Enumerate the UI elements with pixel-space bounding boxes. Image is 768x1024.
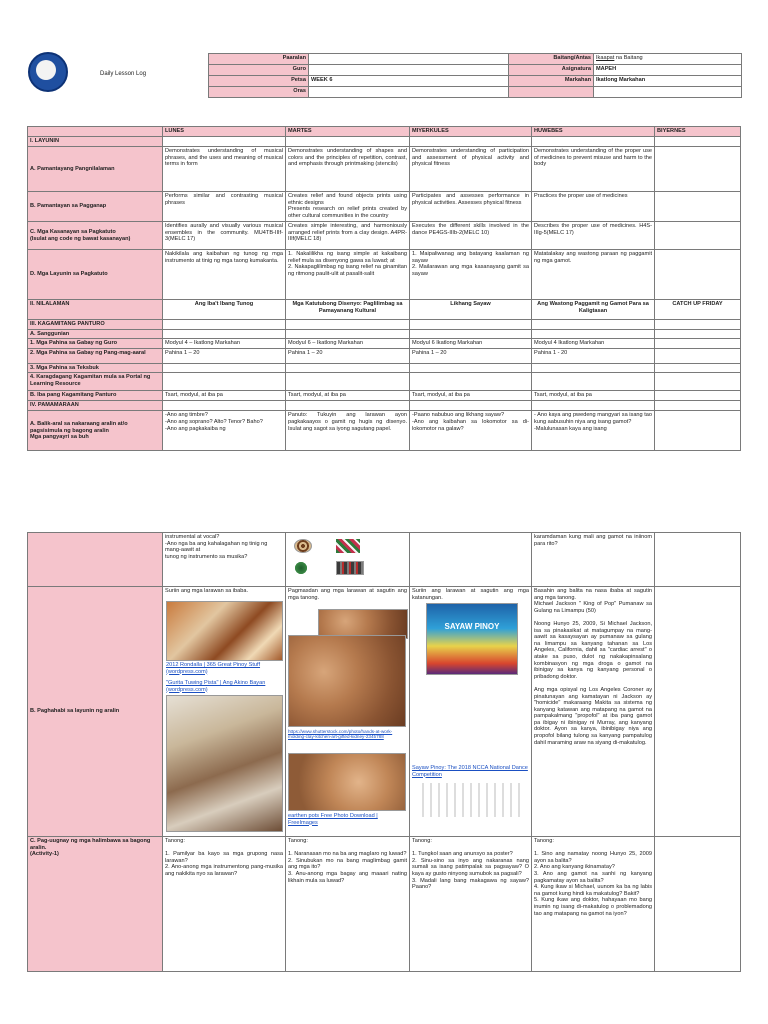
table-row xyxy=(28,587,741,837)
cell-huwebes: Modyul 4 Ikatlong Markahan xyxy=(532,339,655,349)
cell-martes xyxy=(286,137,410,147)
table-row xyxy=(28,837,741,972)
cell-lunes: Nakikilala ang kaibahan ng tunog ng mga instrumento at tinig ng mga taong kumakanta. xyxy=(163,250,286,300)
header-value: Ikatlong Markahan xyxy=(594,76,742,87)
table-row xyxy=(28,363,741,373)
cell-miyerkules xyxy=(410,320,532,330)
lesson-table-page1 xyxy=(27,126,741,451)
cell-lunes xyxy=(163,587,286,837)
cell-lunes: Ang Iba't Ibang Tunog xyxy=(163,300,286,320)
cell-martes xyxy=(286,587,410,837)
cell-biyernes xyxy=(655,250,741,300)
cell-miyerkules: Pahina 1 – 20 xyxy=(410,348,532,363)
cell-biyernes xyxy=(655,147,741,192)
header-value xyxy=(309,87,509,98)
cell-huwebes: Practices the proper use of medicines xyxy=(532,192,655,222)
cell-lunes xyxy=(163,329,286,339)
table-row xyxy=(28,300,741,320)
row-label: III. KAGAMITANG PANTURO xyxy=(28,320,163,330)
cell-martes xyxy=(286,401,410,411)
cell-martes: Demonstrates understanding of shapes and colors and the principles of repetition, contrast, and emphasis through printmaking (stencils) xyxy=(286,147,410,192)
table-row xyxy=(28,147,741,192)
sayaw-pinoy-poster xyxy=(426,603,518,675)
cell-martes: Tanong: 1. Naranasan mo na ba ang magIaro ng luwad? 2. Sinubukan mo na bang magIimbag gamit ang mga ito? 3. Anu-anong mga bagay ang maaari nating likhain mula sa luwad? xyxy=(286,837,410,972)
cell-biyernes xyxy=(655,401,741,411)
cell-miyerkules xyxy=(410,373,532,391)
cell-lunes: instrumental at vocal? -Ano nga ba ang kahalagahan ng tinig ng mang-aawit at tunog ng instrumento sa musika? xyxy=(163,533,286,587)
cell-martes: Panuto: Tukuyin ang larawan ayon pagkakaayos o gamit ng hugis ng disenyo. Isulat ang sagot sa iyong sagutang papel. xyxy=(286,411,410,451)
cell-lunes: Performs similar and contrasting musical phrases xyxy=(163,192,286,222)
cell-biyernes xyxy=(655,533,741,587)
cell-miyerkules xyxy=(410,363,532,373)
cell-lunes: Tanong: 1. Pamilyar ba kayo sa mga grupong nasa larawan? 2. Ano-anong mga instrumentong pang-musika ang nakikita nyo sa larawan? xyxy=(163,837,286,972)
cell-biyernes xyxy=(655,320,741,330)
cell-huwebes: Basahin ang balita na nasa ibaba at sagutin ang mga tanong. Michael Jackson " King of Pop" Pumanaw sa Gulang na Limampu (50) Noong Hunyo 25, 2009, Si Michael Jackson, isa sa pinakasikat at matagumpay na mang-aawit sa kasaysayan ay pumanaw sa gulang na limampu sa kanyang tahanan sa Los Angeles, California, dahil sa "cardiac arrest" o atake sa puso, dulot ng nakakapinsalang kombinasyon ng mga droga o gamot na ibinigay sa kanya ng kanyang personal o pribadong doktor. Ang mga opisyal ng Los Angeles Coroner ay pinatunayan ang kamatayan ni Jackson ay "homicide" makaraang Makita sa sistema ng kanyang katawan ang matapang na gamot na pampakalmang "propofol" at iba pang gamot pa ibigay ni ibinigay ni Murray, ang kanyang doktor. Ayon sa kanya, ibinibigay niya ang propofol bilang tulong sa kanyang pampatulog dahil maraming araw na siyang di-makatulog. xyxy=(532,587,655,837)
cell-lunes: Demonstrates understanding of musical phrases, and the uses and meaning of musical terms in form xyxy=(163,147,286,192)
table-row xyxy=(28,329,741,339)
cell-lunes xyxy=(163,320,286,330)
row-label: C. Mga Kasanayan sa Pagkatuto (Isulat ang code ng bawat kasanayan) xyxy=(28,222,163,250)
cell-huwebes: karamdaman kung mali ang gamot na iniinom para rito? xyxy=(532,533,655,587)
cell-martes xyxy=(286,373,410,391)
table-row xyxy=(28,348,741,363)
photo-link[interactable]: "Gurita Tuwing Pista" | Ang Akino Bayan (wordpress.com) xyxy=(166,680,266,693)
cell-huwebes: Describes the proper use of medicines. H4S-IIIg-5(MELC 17) xyxy=(532,222,655,250)
photo-link[interactable]: earthen pots Free Photo Download | FreeImages xyxy=(288,813,378,826)
header-label: Petsa xyxy=(209,76,309,87)
row-label: B. Iba pang Kagamitang Panturo xyxy=(28,391,163,401)
cell-miyerkules xyxy=(410,587,532,837)
cell-miyerkules xyxy=(410,401,532,411)
header-label: Oras xyxy=(209,87,309,98)
poster-title: SAYAW PINOY xyxy=(444,622,500,631)
table-row xyxy=(28,373,741,391)
cell-miyerkules: Tsart, modyul, at iba pa xyxy=(410,391,532,401)
row-label: 1. Mga Pahina sa Gabay ng Guro xyxy=(28,339,163,349)
table-row xyxy=(28,320,741,330)
cell-biyernes: CATCH UP FRIDAY xyxy=(655,300,741,320)
cell-miyerkules: Modyul 6 Ikatlong Markahan xyxy=(410,339,532,349)
header-label: Guro xyxy=(209,65,309,76)
header-value xyxy=(309,54,509,65)
cell-martes xyxy=(286,533,410,587)
cell-lunes xyxy=(163,363,286,373)
header-value xyxy=(309,65,509,76)
cell-lunes: Identifies aurally and visually various musical ensembles in the community. MU4TB-IIIf-3(MELC 17) xyxy=(163,222,286,250)
table-row xyxy=(28,391,741,401)
cell-martes: 1. Nakalilikha ng isang simple at kakaibang relief mula sa disenyong gawa sa luwad; at 2. Nakapaglilimbag ng isang relief na ginamitan ng ritmong paulit-ulit at pasalit-salit xyxy=(286,250,410,300)
row-label xyxy=(28,533,163,587)
cell-biyernes xyxy=(655,348,741,363)
row-label: B. Paghahabi sa layunin ng aralin xyxy=(28,587,163,837)
cell-biyernes xyxy=(655,363,741,373)
cell-miyerkules xyxy=(410,137,532,147)
cell-martes: Pahina 1 – 20 xyxy=(286,348,410,363)
header-label: Asignatura xyxy=(509,65,594,76)
row-label: 4. Karagdagang Kagamitan mula sa Portal ng Learning Resource xyxy=(28,373,163,391)
cell-miyerkules: Likhang Sayaw xyxy=(410,300,532,320)
rondalla-photo xyxy=(166,601,283,661)
cell-miyerkules xyxy=(410,329,532,339)
cell-biyernes xyxy=(655,373,741,391)
cell-miyerkules xyxy=(410,533,532,587)
cell-martes xyxy=(286,329,410,339)
header-label: Paaralan xyxy=(209,54,309,65)
cell-lunes: Tsart, modyul, at iba pa xyxy=(163,391,286,401)
cell-biyernes xyxy=(655,411,741,451)
cell-lunes: -Ano ang timbre? -Ano ang soprano? Alto? Tenor? Baho? -Ano ang pagkakaiba ng xyxy=(163,411,286,451)
row-label: 3. Mga Pahina sa Teksbuk xyxy=(28,363,163,373)
doc-title: Daily Lesson Log xyxy=(100,71,147,77)
cell-lunes: Pahina 1 – 20 xyxy=(163,348,286,363)
cell-biyernes xyxy=(655,391,741,401)
cell-lunes xyxy=(163,401,286,411)
table-row xyxy=(28,137,741,147)
cell-miyerkules: Demonstrates understanding of participation and assessment of physical activity and physical fitness xyxy=(410,147,532,192)
table-row xyxy=(28,250,741,300)
cell-huwebes xyxy=(532,320,655,330)
row-label: A. Sanggunian xyxy=(28,329,163,339)
grade-value: Ikaapat na Baitang xyxy=(594,54,742,65)
cell-biyernes xyxy=(655,587,741,837)
design-image xyxy=(294,561,308,575)
day-header: BIYERNES xyxy=(655,127,741,137)
cell-huwebes: Matatalakay ang wastong paraan ng paggamit ng mga gamot. xyxy=(532,250,655,300)
table-row xyxy=(28,192,741,222)
cell-huwebes xyxy=(532,137,655,147)
header-label xyxy=(509,87,594,98)
table-row xyxy=(28,339,741,349)
cell-martes: Tsart, modyul, at iba pa xyxy=(286,391,410,401)
header-label: Markahan xyxy=(509,76,594,87)
row-label: C. Pag-uugnay ng mga halimbawa sa bagong aralin. (Activity-1) xyxy=(28,837,163,972)
design-image xyxy=(336,539,360,553)
row-label: A. Pamantayang Pangnilalaman xyxy=(28,147,163,192)
cell-huwebes: Tsart, modyul, at iba pa xyxy=(532,391,655,401)
cell-biyernes xyxy=(655,837,741,972)
cell-miyerkules: Tanong: 1. Tungkol saan ang anunsyo sa poster? 2. Sinu-sino sa inyo ang nakaranas nang sumali sa isang patimpalak sa pagsayaw? O kaya ay gusto ninyong sumubok sa pagsali? 3. Madali lang bang makagawa ng sayaw? Paano? xyxy=(410,837,532,972)
cell-biyernes xyxy=(655,192,741,222)
lesson-table-page2 xyxy=(27,532,741,972)
cell-lunes: Modyul 4 – Ikatlong Markahan xyxy=(163,339,286,349)
row-label: II. NILALAMAN xyxy=(28,300,163,320)
day-header: LUNES xyxy=(163,127,286,137)
row-label: A. Balik-aral sa nakaraang aralin at/o pagsisimula ng bagong aralin Mga pangyayri sa buh xyxy=(28,411,163,451)
header-value: WEEK 6 xyxy=(309,76,509,87)
header-value xyxy=(594,87,742,98)
cell-miyerkules: -Paano nabubuo ang likhang sayaw? -Ano ang kaibahan sa lokomotor sa di-lokomotor na galaw? xyxy=(410,411,532,451)
cell-miyerkules: Executes the different skills involved in the dance PE4GS-IIIb-2(MELC 10) xyxy=(410,222,532,250)
cell-martes: Modyul 6 – Ikatlong Markahan xyxy=(286,339,410,349)
cell-martes xyxy=(286,320,410,330)
cell-huwebes: Demonstrates understanding of the proper use of medicines to prevent misuse and harm to the body xyxy=(532,147,655,192)
cell-huwebes xyxy=(532,329,655,339)
cell-intro: Suriin ang mga larawan sa ibaba. xyxy=(165,588,249,594)
day-header: MIYERKULES xyxy=(410,127,532,137)
cell-biyernes xyxy=(655,329,741,339)
day-header-row xyxy=(28,127,741,137)
table-row xyxy=(28,411,741,451)
clay-photo xyxy=(288,635,406,727)
row-label: 2. Mga Pahina sa Gabay ng Pang-mag-aaral xyxy=(28,348,163,363)
cell-biyernes xyxy=(655,137,741,147)
table-row xyxy=(28,222,741,250)
cell-martes xyxy=(286,363,410,373)
row-label: IV. PAMAMARAAN xyxy=(28,401,163,411)
cell-huwebes: - Ano kaya ang pwedeng mangyari sa isang tao kung aabusuhin niya ang isang gamot? -Malulunasan kaya ang isang xyxy=(532,411,655,451)
cell-huwebes xyxy=(532,373,655,391)
cell-miyerkules: 1. Maipaliwanag ang batayang kaalaman ng sayaw 2. Mailarawan ang mga kasanayang gamit sa sayaw xyxy=(410,250,532,300)
photo-link[interactable]: Sayaw Pinoy: The 2018 NCCA National Dance Competition xyxy=(412,765,528,778)
day-header-blank xyxy=(28,127,163,137)
header-label: Baitang/Antas xyxy=(509,54,594,65)
festival-photo xyxy=(166,695,283,832)
cell-huwebes xyxy=(532,401,655,411)
day-header: HUWEBES xyxy=(532,127,655,137)
deped-seal xyxy=(28,52,68,92)
photo-link[interactable]: 2012 Rondalla | 365 Great Pinoy Stuff (wordpress.com) xyxy=(166,662,261,675)
cell-martes: Mga Katutubong Disenyo: Paglilimbag sa Pamayanang Kultural xyxy=(286,300,410,320)
cell-intro: Suriin ang larawan at sagutin ang mga katanungan. xyxy=(412,588,529,601)
earthen-pots-photo xyxy=(288,753,406,811)
table-row xyxy=(28,533,741,587)
header-table xyxy=(208,53,742,98)
cell-intro: Pagmasdan ang mga larawan at sagutin ang mga tanong. xyxy=(288,588,407,601)
cell-huwebes: Pahina 1 - 20 xyxy=(532,348,655,363)
header-value: MAPEH xyxy=(594,65,742,76)
cell-biyernes xyxy=(655,339,741,349)
dancing-kids-drawing xyxy=(416,783,526,817)
cell-huwebes xyxy=(532,363,655,373)
cell-lunes xyxy=(163,373,286,391)
cell-martes: Creates simple interesting, and harmoniously arranged relief prints from a clay design. A4PR-IIIf(MELC 18) xyxy=(286,222,410,250)
photo-link[interactable]: https://www.shutterstock.com/photo/hands-at-work-molding-clay-kitchen-art-gifted-kidney-2345788 xyxy=(288,729,393,740)
cell-lunes xyxy=(163,137,286,147)
cell-huwebes: Ang Wastong Paggamit ng Gamot Para sa Kaligtasan xyxy=(532,300,655,320)
design-image xyxy=(336,561,364,575)
day-header: MARTES xyxy=(286,127,410,137)
row-label: B. Pamantayan sa Pagganap xyxy=(28,192,163,222)
design-image xyxy=(294,539,312,553)
cell-martes: Creates relief and found objects prints using ethnic designs Presents research on relief prints created by other cultural communities in the country xyxy=(286,192,410,222)
table-row xyxy=(28,401,741,411)
cell-biyernes xyxy=(655,222,741,250)
cell-miyerkules: Participates and assesses performance in physical activities. Assesses physical fitness xyxy=(410,192,532,222)
cell-huwebes: Tanong: 1. Sino ang namatay noong Hunyo 25, 2009 ayon sa balita? 2. Ano ang kanyang ikinamatay? 3. Ano ang gamot na sanhi ng kanyang pagkamatay ayon sa balita? 4. Kung ikaw si Michael, uunom ka ba ng labis na gamot kung hindi ka makatulog? Bakit? 5. Kung ikaw ang doktor, hahayaan mo bang inumin ng isang di-makatulog o problemadong tao ang matapang na gamot na iyon? xyxy=(532,837,655,972)
row-label: D. Mga Layunin sa Pagkatuto xyxy=(28,250,163,300)
row-label: I. LAYUNIN xyxy=(28,137,163,147)
